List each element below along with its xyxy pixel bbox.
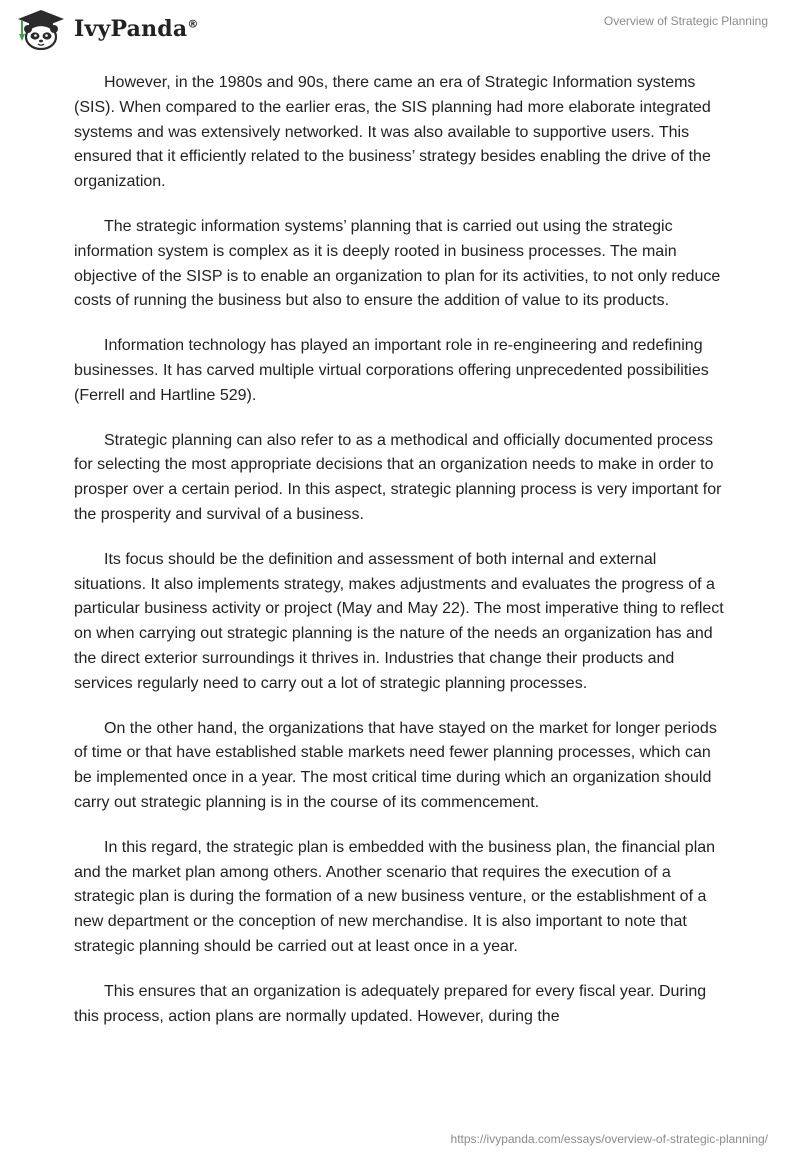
paragraph: On the other hand, the organizations that have stayed on the market for longer periods of time or that have established stable markets need fewer planning processes, which can be implemented once in a year. The most critical time during which an organization should carry out strategic planning is in the course of its commencement. — [74, 719, 717, 811]
brand-logo[interactable] — [14, 8, 199, 50]
document-title: Overview of Strategic Planning — [603, 14, 768, 28]
source-url[interactable]: https://ivypanda.com/essays/overview-of-strategic-planning/ — [450, 1132, 768, 1146]
paragraph: Strategic planning can also refer to as a methodical and officially documented process for selecting the most appropriate decisions that an organization needs to make in order to prosper over a certain period. In this aspect, strategic planning process is very important for the prosperity and survival of a business. — [74, 431, 722, 523]
paragraph: This ensures that an organization is adequately prepared for every fiscal year. During this process, action plans are normally updated. However, during the — [74, 982, 707, 1025]
paragraph: Its focus should be the definition and assessment of both internal and external situations. It also implements strategy, makes adjustments and evaluates the progress of a particular business activity or project (May and May 22). The most imperative thing to reflect on when carrying out strategic planning is the nature of the needs an organization has and the direct exterior surroundings it thrives in. Industries that change their products and services regularly need to carry out a lot of strategic planning processes. — [74, 550, 724, 692]
page-header — [0, 0, 800, 60]
paragraph: However, in the 1980s and 90s, there came an era of Strategic Information systems (SIS). When compared to the earlier eras, the SIS planning had more elaborate integrated systems and was extensively networked. It was also available to supportive users. This ensured that it efficiently related to the business’ strategy besides enabling the drive of the organization. — [74, 74, 711, 191]
paragraph: Information technology has played an important role in re-engineering and redefining businesses. It has carved multiple virtual corporations offering unprecedented possibilities (Ferrell and Hartline 529). — [74, 337, 709, 404]
paragraph: In this regard, the strategic plan is embedded with the business plan, the financial plan and the market plan among others. Another scenario that requires the execution of a strategic plan is during the formation of a new business venture, or the establishment of a new department or the conception of new merchandise. It is also important to note that strategic planning should be carried out at least once in a year. — [74, 838, 716, 955]
brand-name: IvyPanda® — [74, 16, 199, 42]
paragraph: The strategic information systems’ planning that is carried out using the strategic information system is complex as it is deeply rooted in business processes. The main objective of the SISP is to enable an organization to plan for its activities, to not only reduce costs of running the business but also to ensure the addition of value to its products. — [74, 217, 721, 310]
panda-graduation-cap-icon — [14, 8, 68, 50]
essay-body — [74, 71, 728, 1049]
